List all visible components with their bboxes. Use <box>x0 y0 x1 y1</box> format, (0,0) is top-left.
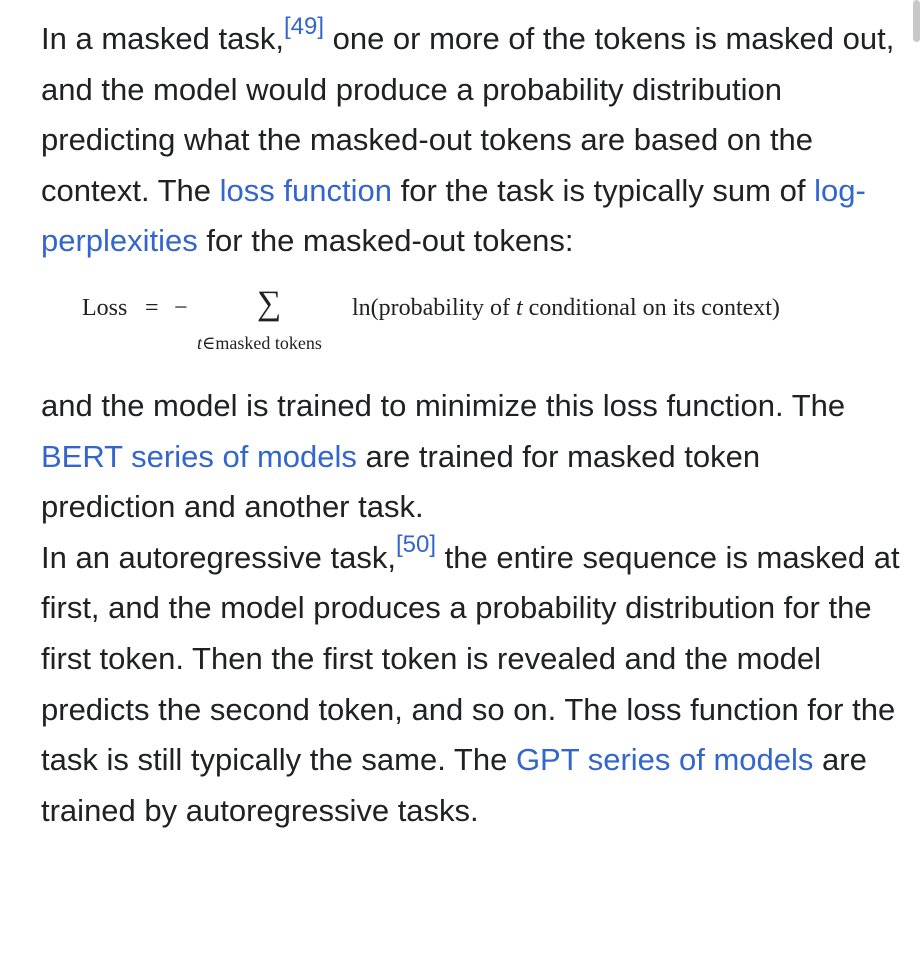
text-segment: the entire sequence is masked at first, and the model produces a probability distribution for the first token. Then the first token is revealed and the model predicts the second token, and so on. The loss function for the task is still typically the same. The <box>41 539 900 778</box>
formula-body-pre: ln(probability of <box>352 294 516 321</box>
paragraph-masked-task <box>41 14 903 267</box>
subscript-variable: t <box>197 332 203 353</box>
link-log-perplexities[interactable]: log-perplexities <box>41 172 866 259</box>
text-segment: one or more of the tokens is masked out, and the model would produce a probability distribution predicting what the masked-out tokens are based on the context. The <box>41 21 895 208</box>
paragraph-autoregressive-task <box>41 533 903 837</box>
formula-lhs: Loss <box>82 294 128 321</box>
text-segment: In an autoregressive task, <box>41 539 396 575</box>
text-segment: for the task is typically sum of <box>391 172 815 208</box>
formula-minus: − <box>174 294 188 321</box>
article-body <box>41 14 903 836</box>
text-segment: are trained for masked token prediction and another task. <box>41 438 761 525</box>
summation-symbol: ∑ <box>257 284 282 322</box>
formula-body <box>352 295 780 322</box>
text-segment: and the model is trained to minimize this loss function. The <box>41 387 846 423</box>
text-segment: In a masked task, <box>41 21 284 56</box>
link-bert-series[interactable]: BERT series of models <box>41 438 357 474</box>
citation-49[interactable] <box>284 13 324 40</box>
citation-link[interactable]: [49] <box>283 12 324 40</box>
link-gpt-series[interactable]: GPT series of models <box>515 742 814 778</box>
paragraph-bert <box>41 381 903 533</box>
loss-formula <box>41 271 903 381</box>
formula-body-variable: t <box>515 294 523 321</box>
subscript-text: ∈masked tokens <box>202 332 322 353</box>
summation-subscript <box>197 333 322 354</box>
scrollbar-thumb[interactable] <box>913 0 920 42</box>
citation-link[interactable]: [50] <box>395 531 437 559</box>
text-segment: are trained by autoregressive tasks. <box>41 742 867 828</box>
link-loss-function[interactable]: loss function <box>219 172 392 208</box>
citation-50[interactable] <box>396 531 436 558</box>
text-segment: for the masked-out tokens: <box>197 223 574 259</box>
formula-body-post: conditional on its context) <box>522 294 780 321</box>
formula-equals: = <box>145 294 159 321</box>
